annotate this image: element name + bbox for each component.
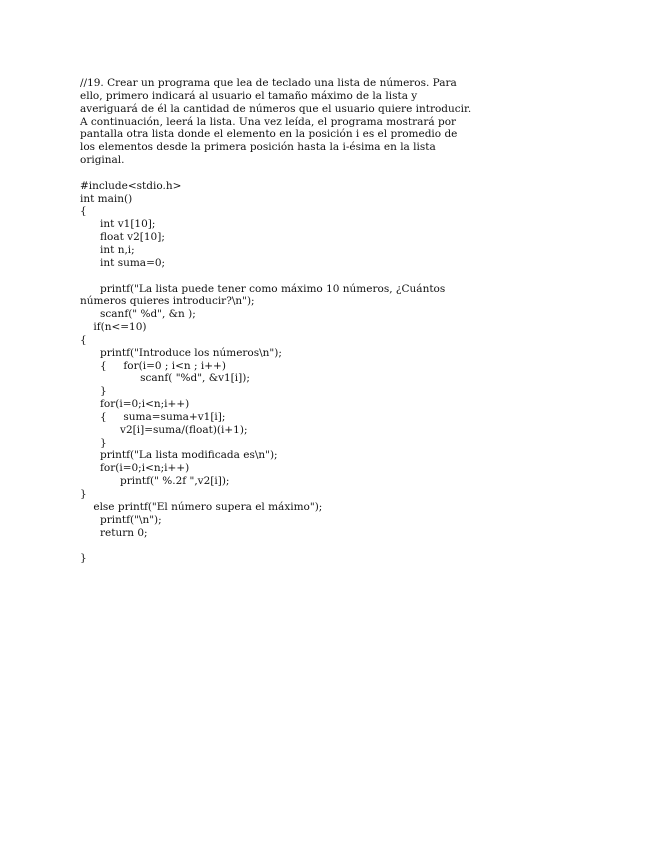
code-line: { suma=suma+v1[i];	[80, 410, 226, 423]
code-line	[80, 539, 640, 552]
code-line: { for(i=0 ; i<n ; i++)	[80, 359, 226, 372]
code-line	[80, 270, 640, 283]
comment-line: averiguará de él la cantidad de números que el usuario quiere introducir.	[80, 102, 472, 115]
code-line: }	[80, 552, 87, 565]
code-line: printf(" %.2f ",v2[i]);	[80, 475, 230, 488]
code-line: #include<stdio.h>	[80, 179, 182, 192]
code-line: int suma=0;	[80, 256, 166, 269]
code-line: int n,i;	[80, 243, 135, 256]
code-line: return 0;	[80, 526, 148, 539]
code-line: printf("Introduce los números\n");	[80, 346, 282, 359]
code-line: if(n<=10)	[80, 321, 147, 334]
comment-section	[80, 77, 640, 167]
code-line: float v2[10];	[80, 231, 165, 244]
code-line: for(i=0;i<n;i++)	[80, 462, 190, 475]
code-line: else printf("El número supera el máximo");	[80, 500, 323, 513]
code-line: }	[80, 488, 87, 500]
source-code-block	[80, 77, 640, 565]
code-line: {	[80, 333, 87, 346]
code-line: for(i=0;i<n;i++)	[80, 398, 190, 411]
code-line: printf("La lista puede tener como máximo 10 números, ¿Cuántos	[80, 282, 446, 295]
code-line: printf("La lista modificada es\n");	[80, 449, 278, 462]
code-line: }	[80, 436, 107, 449]
code-line: scanf(" %d", &n );	[80, 308, 196, 321]
code-line: int v1[10];	[80, 218, 156, 231]
code-line: números quieres introducir?\n");	[80, 295, 255, 308]
spacer-line	[80, 167, 640, 180]
code-line: }	[80, 385, 107, 398]
code-line: {	[80, 205, 87, 218]
code-line: scanf( "%d", &v1[i]);	[80, 372, 250, 385]
comment-line: A continuación, leerá la lista. Una vez leída, el programa mostrará por	[80, 115, 457, 128]
comment-line: //19. Crear un programa que lea de teclado una lista de números. Para	[80, 77, 457, 89]
comment-line: original.	[80, 154, 125, 167]
code-section	[80, 180, 640, 565]
code-line: printf("\n");	[80, 513, 162, 526]
code-line: v2[i]=suma/(float)(i+1);	[80, 423, 248, 436]
comment-line: pantalla otra lista donde el elemento en la posición i es el promedio de	[80, 128, 458, 141]
code-line: int main()	[80, 192, 133, 205]
comment-line: los elementos desde la primera posición hasta la i-ésima en la lista	[80, 141, 436, 154]
comment-line: ello, primero indicará al usuario el tamaño máximo de la lista y	[80, 89, 418, 102]
